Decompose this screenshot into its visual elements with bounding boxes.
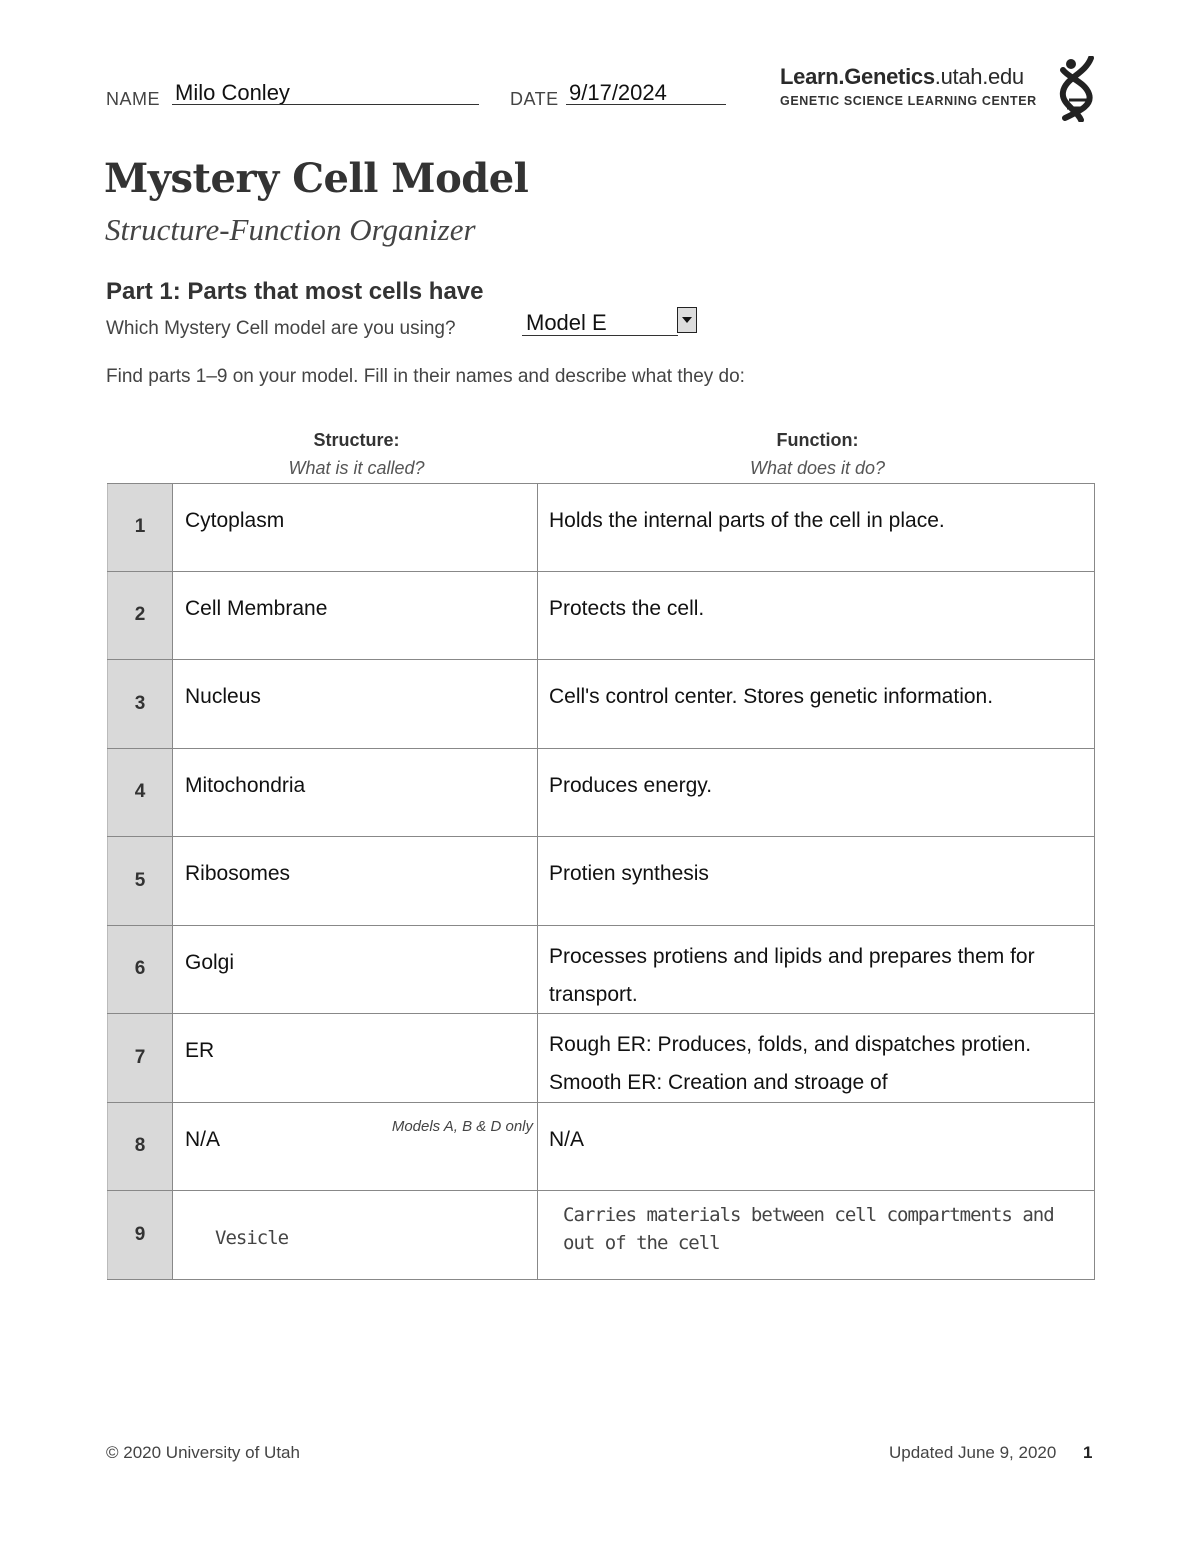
model-select[interactable]: Model E: [526, 310, 607, 335]
table-row: [107, 1014, 1095, 1103]
logo-subtitle: GENETIC SCIENCE LEARNING CENTER: [780, 94, 1037, 108]
structure-field[interactable]: N/A: [185, 1127, 221, 1151]
page-title: Mystery Cell Model: [104, 155, 529, 202]
dna-logo-icon: [1055, 56, 1099, 122]
page-number: 1: [1083, 1443, 1093, 1462]
function-field[interactable]: Produces energy.: [538, 749, 1095, 837]
function-field[interactable]: Carries materials between cell compartments and out of the cell: [538, 1191, 1095, 1279]
table-row: [107, 1191, 1095, 1280]
function-field[interactable]: Protien synthesis: [538, 837, 1095, 925]
table-row: [107, 749, 1095, 838]
date-underline: [566, 104, 726, 105]
structure-field[interactable]: Vesicle: [173, 1191, 538, 1279]
function-field[interactable]: Protects the cell.: [538, 572, 1095, 660]
structure-field[interactable]: Cytoplasm: [173, 484, 538, 571]
function-field[interactable]: Processes protiens and lipids and prepares them for transport.: [538, 926, 1095, 1014]
structure-function-table: [107, 483, 1095, 1280]
structure-cell: [173, 1103, 538, 1191]
structure-column-subtitle: What is it called?: [288, 458, 425, 478]
structure-field[interactable]: Mitochondria: [173, 749, 538, 837]
name-field[interactable]: Milo Conley: [175, 80, 290, 105]
structure-field[interactable]: Cell Membrane: [173, 572, 538, 660]
structure-field[interactable]: Ribosomes: [173, 837, 538, 925]
row-number: 4: [107, 749, 173, 837]
model-select-underline: [522, 335, 678, 336]
date-field[interactable]: 9/17/2024: [569, 80, 667, 105]
name-label: NAME: [106, 89, 161, 109]
table-row: [107, 837, 1095, 926]
table-row: [107, 1103, 1095, 1192]
chevron-down-icon: [681, 316, 693, 324]
logo-text: Learn.Genetics.utah.edu: [780, 64, 1024, 89]
name-underline: [172, 104, 479, 105]
row-number: 3: [107, 660, 173, 748]
row-number: 8: [107, 1103, 173, 1191]
copyright-text: © 2020 University of Utah: [106, 1443, 300, 1462]
function-field[interactable]: Holds the internal parts of the cell in place.: [538, 484, 1095, 571]
function-column-title: Function:: [776, 430, 859, 450]
structure-field[interactable]: ER: [173, 1014, 538, 1102]
model-dropdown-button[interactable]: [677, 307, 697, 333]
models-note: Models A, B & D only: [391, 1117, 533, 1135]
date-label: DATE: [510, 89, 559, 109]
row-number: 2: [107, 572, 173, 660]
row-number: 7: [107, 1014, 173, 1102]
page-subtitle: Structure-Function Organizer: [105, 212, 476, 247]
structure-field[interactable]: Nucleus: [173, 660, 538, 748]
row-number: 1: [107, 484, 173, 571]
updated-date: Updated June 9, 2020: [889, 1443, 1057, 1462]
instructions-text: Find parts 1–9 on your model. Fill in their names and describe what they do:: [106, 366, 745, 387]
table-row: [107, 660, 1095, 749]
function-field[interactable]: Cell's control center. Stores genetic information.: [538, 660, 1095, 748]
row-number: 6: [107, 926, 173, 1014]
structure-field[interactable]: Golgi: [173, 926, 538, 1014]
function-field[interactable]: Rough ER: Produces, folds, and dispatches protien. Smooth ER: Creation and stroage of: [538, 1014, 1095, 1102]
table-row: [107, 926, 1095, 1015]
table-row: [107, 572, 1095, 661]
row-number: 9: [107, 1191, 173, 1279]
function-column-subtitle: What does it do?: [749, 458, 886, 478]
table-row: [107, 483, 1095, 572]
model-question: Which Mystery Cell model are you using?: [106, 318, 456, 339]
function-field[interactable]: N/A: [538, 1103, 1095, 1191]
row-number: 5: [107, 837, 173, 925]
part-1-heading: Part 1: Parts that most cells have: [106, 278, 484, 305]
structure-column-title: Structure:: [313, 430, 400, 450]
